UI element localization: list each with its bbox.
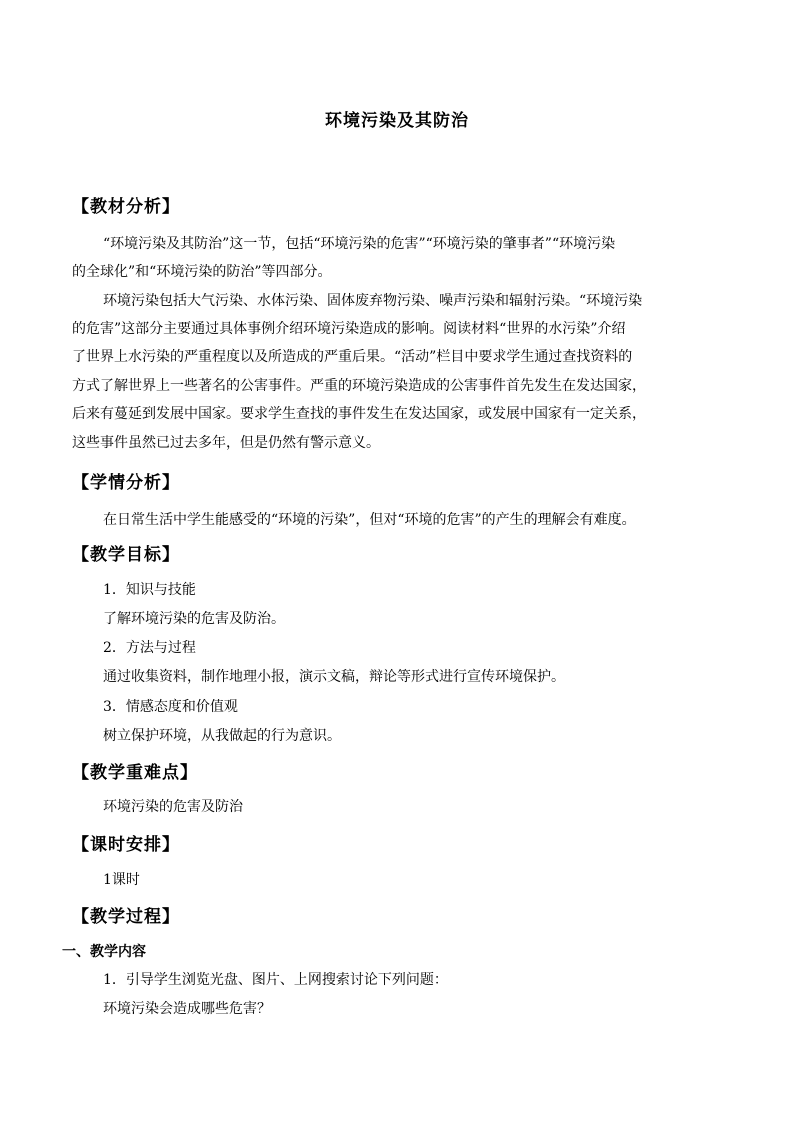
- schedule-line: 1课时: [103, 872, 140, 888]
- goal-3-title: 3．情感态度和价值观: [103, 699, 238, 715]
- materials-line-6: 方式了解世界上一些著名的公害事件。严重的环境污染造成的公害事件首先发生在发达国家，: [72, 378, 646, 394]
- goal-2-text: 通过收集资料，制作地理小报，演示文稿，辩论等形式进行宣传环境保护。: [103, 669, 565, 685]
- process-line-1: 1．引导学生浏览光盘、图片、上网搜索讨论下列问题：: [103, 972, 448, 988]
- students-line: 在日常生活中学生能感受的“环境的污染”，但对“环境的危害”的产生的理解会有难度。: [103, 512, 636, 528]
- section-heading-materials: 【教材分析】: [72, 197, 180, 217]
- section-heading-keypoints: 【教学重难点】: [72, 763, 198, 783]
- section-heading-process: 【教学过程】: [72, 907, 180, 927]
- goal-3-text: 树立保护环境，从我做起的行为意识。: [103, 728, 341, 744]
- section-heading-schedule: 【课时安排】: [72, 835, 180, 855]
- goal-1-text: 了解环境污染的危害及防治。: [103, 611, 285, 627]
- materials-line-3: 环境污染包括大气污染、水体污染、固体废弃物污染、噪声污染和辐射污染。“环境污染: [103, 293, 643, 309]
- materials-line-8: 这些事件虽然已过去多年，但是仍然有警示意义。: [72, 435, 380, 451]
- keypoints-line: 环境污染的危害及防治: [103, 799, 243, 815]
- materials-line-7: 后来有蔓延到发展中国家。要求学生查找的事件发生在发达国家，或发展中国家有一定关系，: [72, 406, 646, 422]
- materials-line-5: 了世界上水污染的严重程度以及所造成的严重后果。“活动”栏目中要求学生通过查找资料的: [72, 349, 633, 365]
- goal-2-title: 2．方法与过程: [103, 640, 196, 656]
- section-heading-goals: 【教学目标】: [72, 545, 180, 565]
- materials-line-4: 的危害”这部分主要通过具体事例介绍环境污染造成的影响。阅读材料“世界的水污染”介绍: [72, 321, 626, 337]
- section-heading-students: 【学情分析】: [72, 473, 180, 493]
- process-subheading: 一、教学内容: [62, 944, 146, 960]
- materials-line-2: 的全球化”和“环境污染的防治”等四部分。: [72, 264, 332, 280]
- document-title: 环境污染及其防治: [325, 111, 469, 131]
- materials-line-1: “环境污染及其防治”这一节，包括“环境污染的危害”“环境污染的肇事者”“环境污染: [103, 236, 616, 252]
- process-line-2: 环境污染会造成哪些危害？: [103, 1001, 271, 1017]
- goal-1-title: 1．知识与技能: [103, 582, 196, 598]
